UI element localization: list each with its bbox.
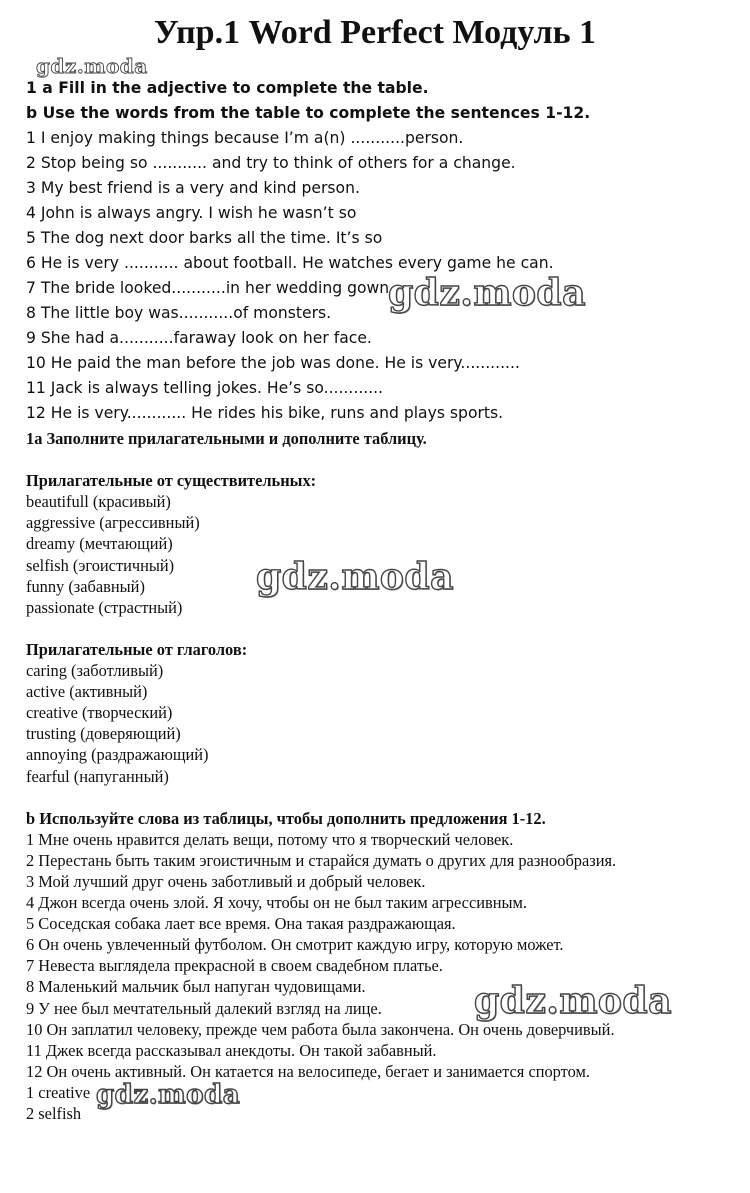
english-sentence: 12 He is very............ He rides his bike, runs and plays sports.	[26, 404, 504, 422]
english-exercise	[26, 76, 736, 426]
answer-item: 1 creative	[26, 1082, 91, 1102]
english-sentence: 1 I enjoy making things because I’m a(n) ...........person.	[26, 129, 464, 147]
english-sentence: 2 Stop being so ........... and try to think of others for a change.	[26, 154, 516, 172]
solution-heading-1a: 1а Заполните прилагательными и дополните таблицу.	[26, 429, 427, 448]
adjective-item: dreamy (мечтающий)	[26, 534, 173, 554]
adjective-item: selfish (эгоистичный)	[26, 555, 175, 575]
answer-item: 2 selfish	[26, 1104, 82, 1123]
page-title: Упр.1 Word Perfect Модуль 1	[153, 14, 597, 51]
adjective-item: funny (забавный)	[26, 576, 145, 596]
answers-list	[26, 1082, 736, 1124]
watermark: gdz.moda	[96, 1080, 241, 1110]
english-sentence: 6 He is very ........... about football. He watches every game he can.	[26, 254, 554, 272]
russian-sentence: 10 Он заплатил человеку, прежде чем работа была закончена. Он очень доверчивый.	[26, 1019, 615, 1039]
adjective-item: annoying (раздражающий)	[26, 745, 209, 765]
blank-line	[26, 618, 736, 639]
russian-sentence: 3 Мой лучший друг очень заботливый и добрый человек.	[26, 871, 426, 891]
russian-solution	[26, 428, 736, 1124]
from-verbs-heading: Прилагательные от глаголов:	[26, 639, 248, 659]
instruction-a: 1 a Fill in the adjective to complete the table.	[26, 79, 429, 97]
russian-sentence: 8 Маленький мальчик был напуган чудовищами.	[26, 977, 366, 997]
english-sentence: 4 John is always angry. I wish he wasn’t so	[26, 204, 357, 222]
watermark: gdz.moda	[388, 272, 586, 314]
watermark: gdz.moda	[474, 980, 672, 1022]
adjective-item: caring (заботливый)	[26, 661, 164, 681]
russian-sentence: 2 Перестань быть таким эгоистичным и старайся думать о других для разнообразия.	[26, 850, 617, 870]
russian-sentence: 7 Невеста выглядела прекрасной в своем свадебном платье.	[26, 956, 443, 976]
russian-sentence: 12 Он очень активный. Он катается на велосипеде, бегает и занимается спортом.	[26, 1061, 590, 1081]
english-sentence: 5 The dog next door barks all the time. It’s so	[26, 229, 383, 247]
russian-sentence: 1 Мне очень нравится делать вещи, потому что я творческий человек.	[26, 829, 514, 849]
english-sentence: 7 The bride looked...........in her wedding gown.	[26, 279, 395, 297]
russian-sentence: 5 Соседская собака лает все время. Она такая раздражающая.	[26, 914, 456, 934]
adjective-item: aggressive (агрессивный)	[26, 513, 200, 533]
adjective-item: trusting (доверяющий)	[26, 724, 181, 744]
russian-sentence: 11 Джек всегда рассказывал анекдоты. Он такой забавный.	[26, 1040, 437, 1060]
adjective-item: creative (творческий)	[26, 703, 173, 723]
russian-sentence: 4 Джон всегда очень злой. Я хочу, чтобы он не был таким агрессивным.	[26, 893, 527, 913]
adjective-item: fearful (напуганный)	[26, 766, 169, 786]
english-sentence: 11 Jack is always telling jokes. He’s so............	[26, 379, 384, 397]
english-sentence: 3 My best friend is a very and kind person.	[26, 179, 360, 197]
from-nouns-heading: Прилагательные от существительных:	[26, 471, 317, 491]
adjective-item: passionate (страстный)	[26, 597, 183, 617]
solution-heading-b: b Используйте слова из таблицы, чтобы дополнить предложения 1-12.	[26, 808, 546, 828]
russian-sentence: 9 У нее был мечтательный далекий взгляд на лице.	[26, 998, 382, 1018]
blank-line	[26, 787, 736, 808]
adjective-item: beautifull (красивый)	[26, 492, 171, 512]
watermark: gdz.moda	[256, 556, 454, 598]
russian-sentence: 6 Он очень увлеченный футболом. Он смотрит каждую игру, которую может.	[26, 935, 564, 955]
english-sentence: 9 She had a...........faraway look on her face.	[26, 329, 372, 347]
adjective-item: active (активный)	[26, 682, 148, 702]
instruction-b: b Use the words from the table to complete the sentences 1-12.	[26, 104, 591, 122]
blank-line	[26, 449, 736, 470]
watermark: gdz.moda	[36, 54, 148, 78]
english-sentence: 10 He paid the man before the job was done. He is very............	[26, 354, 520, 372]
english-sentence: 8 The little boy was...........of monsters.	[26, 304, 332, 322]
